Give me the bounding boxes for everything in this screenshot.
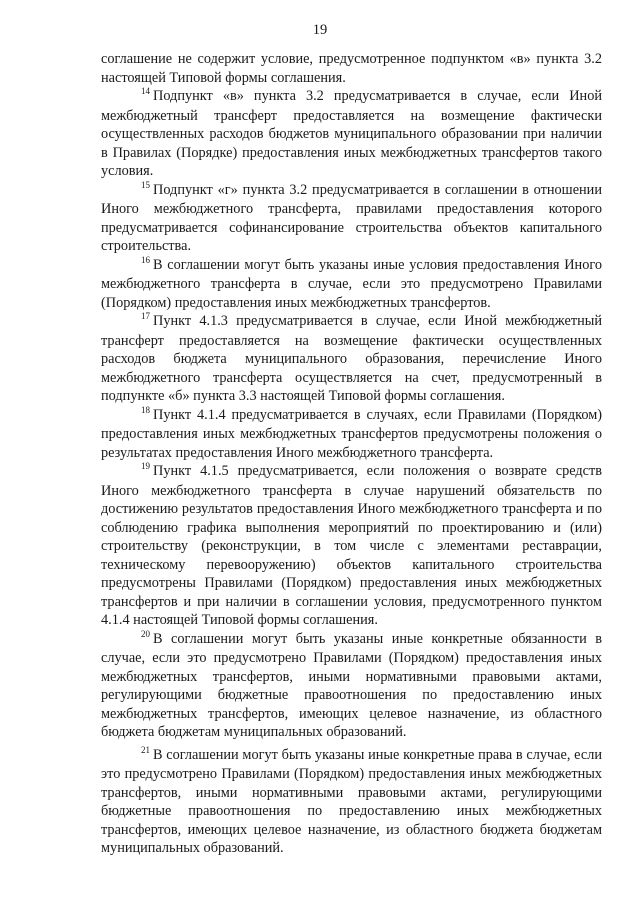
footnote-text: Пункт 4.1.4 предусматривается в случаях, если Правилами (Порядком) предоставления иных межбюджетных трансфертов предусмотрены положения о результатах предоставления Иного межбюджетного трансферта. [101, 406, 602, 461]
footnote-15 [101, 181, 602, 256]
footnote-text: Пункт 4.1.5 предусматривается, если положения о возврате средств Иного межбюджетного трансферта в случае нарушений обязательств по достижению результатов предоставления Иного межбюджетного трансферта и по соблюдению графика выполнения мероприятий по проектированию и (или) строительству (реконструкции, в том числе с элементами реставрации, техническому перевооружению) объектов капитального строительства предусмотрены Правилами (Порядком) предоставления иных межбюджетных трансфертов и при наличии в соглашении условия, предусмотренного пунктом 4.1.4 настоящей Типовой формы соглашения. [101, 463, 602, 628]
footnote-number: 14 [141, 86, 150, 96]
footnotes-body [101, 50, 602, 858]
footnote-14 [101, 87, 602, 181]
footnote-text: Подпункт «в» пункта 3.2 предусматривается в случае, если Иной межбюджетный трансферт предоставляется на возмещение фактически осуществленных расходов бюджетов муниципального образовании при наличии в Правилах (Порядке) предоставления иных межбюджетных трансфертов такого условия. [101, 88, 602, 179]
footnote-text: Пункт 4.1.3 предусматривается в случае, если Иной межбюджетный трансферт предоставляется на возмещение фактически осуществленных расходов бюджета муниципального образования, перечисление Иного межбюджетного трансферта осуществляется на счет, предусмотренный в подпункте «б» пункта 3.3 настоящей Типовой формы соглашения. [101, 313, 602, 404]
footnote-18 [101, 406, 602, 463]
paragraph-continuation [101, 50, 602, 87]
footnote-20 [101, 630, 602, 742]
footnote-number: 15 [141, 179, 150, 190]
footnote-19 [101, 462, 602, 630]
footnote-text: В соглашении могут быть указаны иные конкретные обязанности в случае, если это предусмотрено Правилами (Порядком) предоставления иных межбюджетных трансфертов, иными нормативными правовыми актами, регулирующими бюджетные правоотношения по предоставлению иных межбюджетных трансфертов, имеющих целевое назначение, из областного бюджета бюджетам муниципальных образований. [101, 630, 602, 740]
footnote-16 [101, 256, 602, 313]
footnote-number: 18 [141, 404, 150, 415]
footnote-21 [101, 746, 602, 858]
footnote-number: 20 [141, 628, 150, 639]
footnote-number: 19 [141, 461, 150, 471]
footnote-number: 17 [141, 311, 150, 321]
footnote-17 [101, 312, 602, 406]
paragraph-text: соглашение не содержит условие, предусмотренное подпунктом «в» пункта 3.2 настоящей Типовой формы соглашения. [101, 51, 602, 86]
footnote-text: В соглашении могут быть указаны иные условия предоставления Иного межбюджетного трансферта в случае, если это предусмотрено Правилами (Порядком) предоставления иных межбюджетных трансфертов. [101, 256, 602, 311]
footnote-text: Подпункт «г» пункта 3.2 предусматривается в соглашении в отношении Иного межбюджетного трансферта, правилами предоставления которого предусматривается софинансирование строительства объектов капитального строительства. [101, 181, 602, 254]
footnote-number: 21 [141, 744, 150, 755]
footnote-text: В соглашении могут быть указаны иные конкретные права в случае, если это предусмотрено Правилами (Порядком) предоставления иных межбюджетных трансфертов, иными нормативными правовыми актами, регулирующими бюджетные правоотношения по предоставлению иных межбюджетных трансфертов, имеющих целевое назначение, из областного бюджета бюджетам муниципальных образований. [101, 746, 602, 856]
page-number: 19 [312, 22, 328, 38]
footnote-number: 16 [141, 254, 150, 265]
